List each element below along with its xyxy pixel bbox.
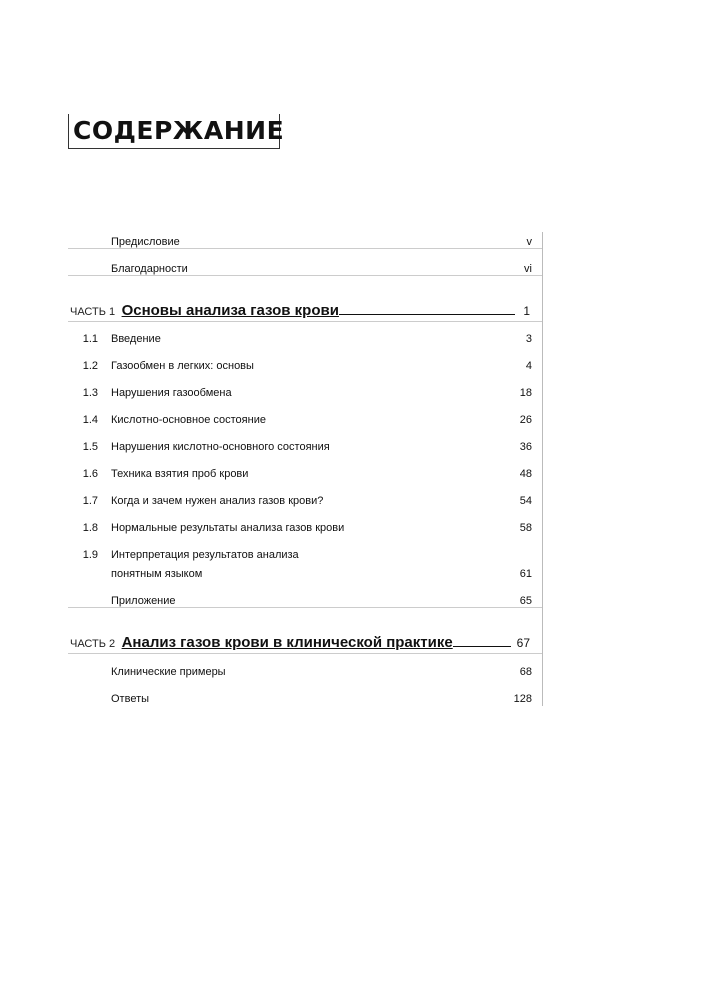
toc-entry-number: 1.9 [82,549,98,561]
heading-box [68,114,285,149]
toc-entry-page: 68 [519,666,532,678]
toc-entry-page: 3 [525,333,532,345]
toc-entry-title: Техника взятия проб крови [111,468,249,480]
toc-entry-page: 18 [519,387,532,399]
toc-entry-number: 1.8 [82,522,98,534]
toc-entry-page: v [526,236,532,248]
table-of-contents [68,232,544,706]
toc-entry-title: Когда и зачем нужен анализ газов крови? [111,495,324,507]
toc-entry-number: 1.7 [82,495,98,507]
toc-entry-page: 65 [519,595,532,607]
toc-entry-page: vi [524,263,532,275]
toc-entry-number: 1.3 [82,387,98,399]
part-title: Анализ газов крови в клинической практике [121,634,453,651]
toc-entry-page: 128 [513,693,532,705]
toc-entry-title-line-1: Интерпретация результатов анализа [111,549,299,561]
toc-entry-title: Приложение [111,595,176,607]
part-tag: ЧАСТЬ 2 [70,638,116,650]
toc-entry-page: 54 [519,495,532,507]
toc-entry-title: Нарушения газообмена [111,387,232,399]
toc-entry-title: Благодарности [111,263,188,275]
part-title: Основы анализа газов крови [121,302,339,319]
divider [68,653,542,654]
part-1-heading[interactable] [70,301,542,320]
toc-entry-number: 1.5 [82,441,98,453]
toc-vertical-rule [542,232,543,706]
toc-entry-page: 26 [519,414,532,426]
toc-entry-title: Нарушения кислотно-основного состояния [111,441,330,453]
toc-entry-page: 61 [519,568,532,580]
part-title-underline [339,301,515,315]
toc-entry-title: Кислотно-основное состояние [111,414,266,426]
toc-entry-title: Ответы [111,693,150,705]
part-page: 67 [516,636,530,650]
toc-entry-page: 58 [519,522,532,534]
part-title-underline [453,633,511,647]
toc-entry-title: Нормальные результаты анализа газов крови [111,522,345,534]
page-title: СОДЕРЖАНИЕ [73,116,285,145]
part-page: 1 [523,304,530,318]
toc-entry-page: 48 [519,468,532,480]
toc-entry-number: 1.1 [82,333,98,345]
part-tag: ЧАСТЬ 1 [70,306,116,318]
toc-entry-title: Клинические примеры [111,666,226,678]
toc-entry-title: Газообмен в легких: основы [111,360,254,372]
part-2-heading[interactable] [70,633,542,652]
toc-entry-number: 1.2 [82,360,98,372]
toc-entry-page: 36 [519,441,532,453]
toc-entry-title: Предисловие [111,236,180,248]
toc-entry-number: 1.4 [82,414,98,426]
toc-entry-page: 4 [525,360,532,372]
toc-entry-number: 1.6 [82,468,98,480]
divider [68,607,542,608]
toc-entry-title: Введение [111,333,161,345]
divider [68,275,542,276]
divider [68,248,542,249]
toc-entry-title-line-2: понятным языком [111,568,203,580]
divider [68,321,542,322]
